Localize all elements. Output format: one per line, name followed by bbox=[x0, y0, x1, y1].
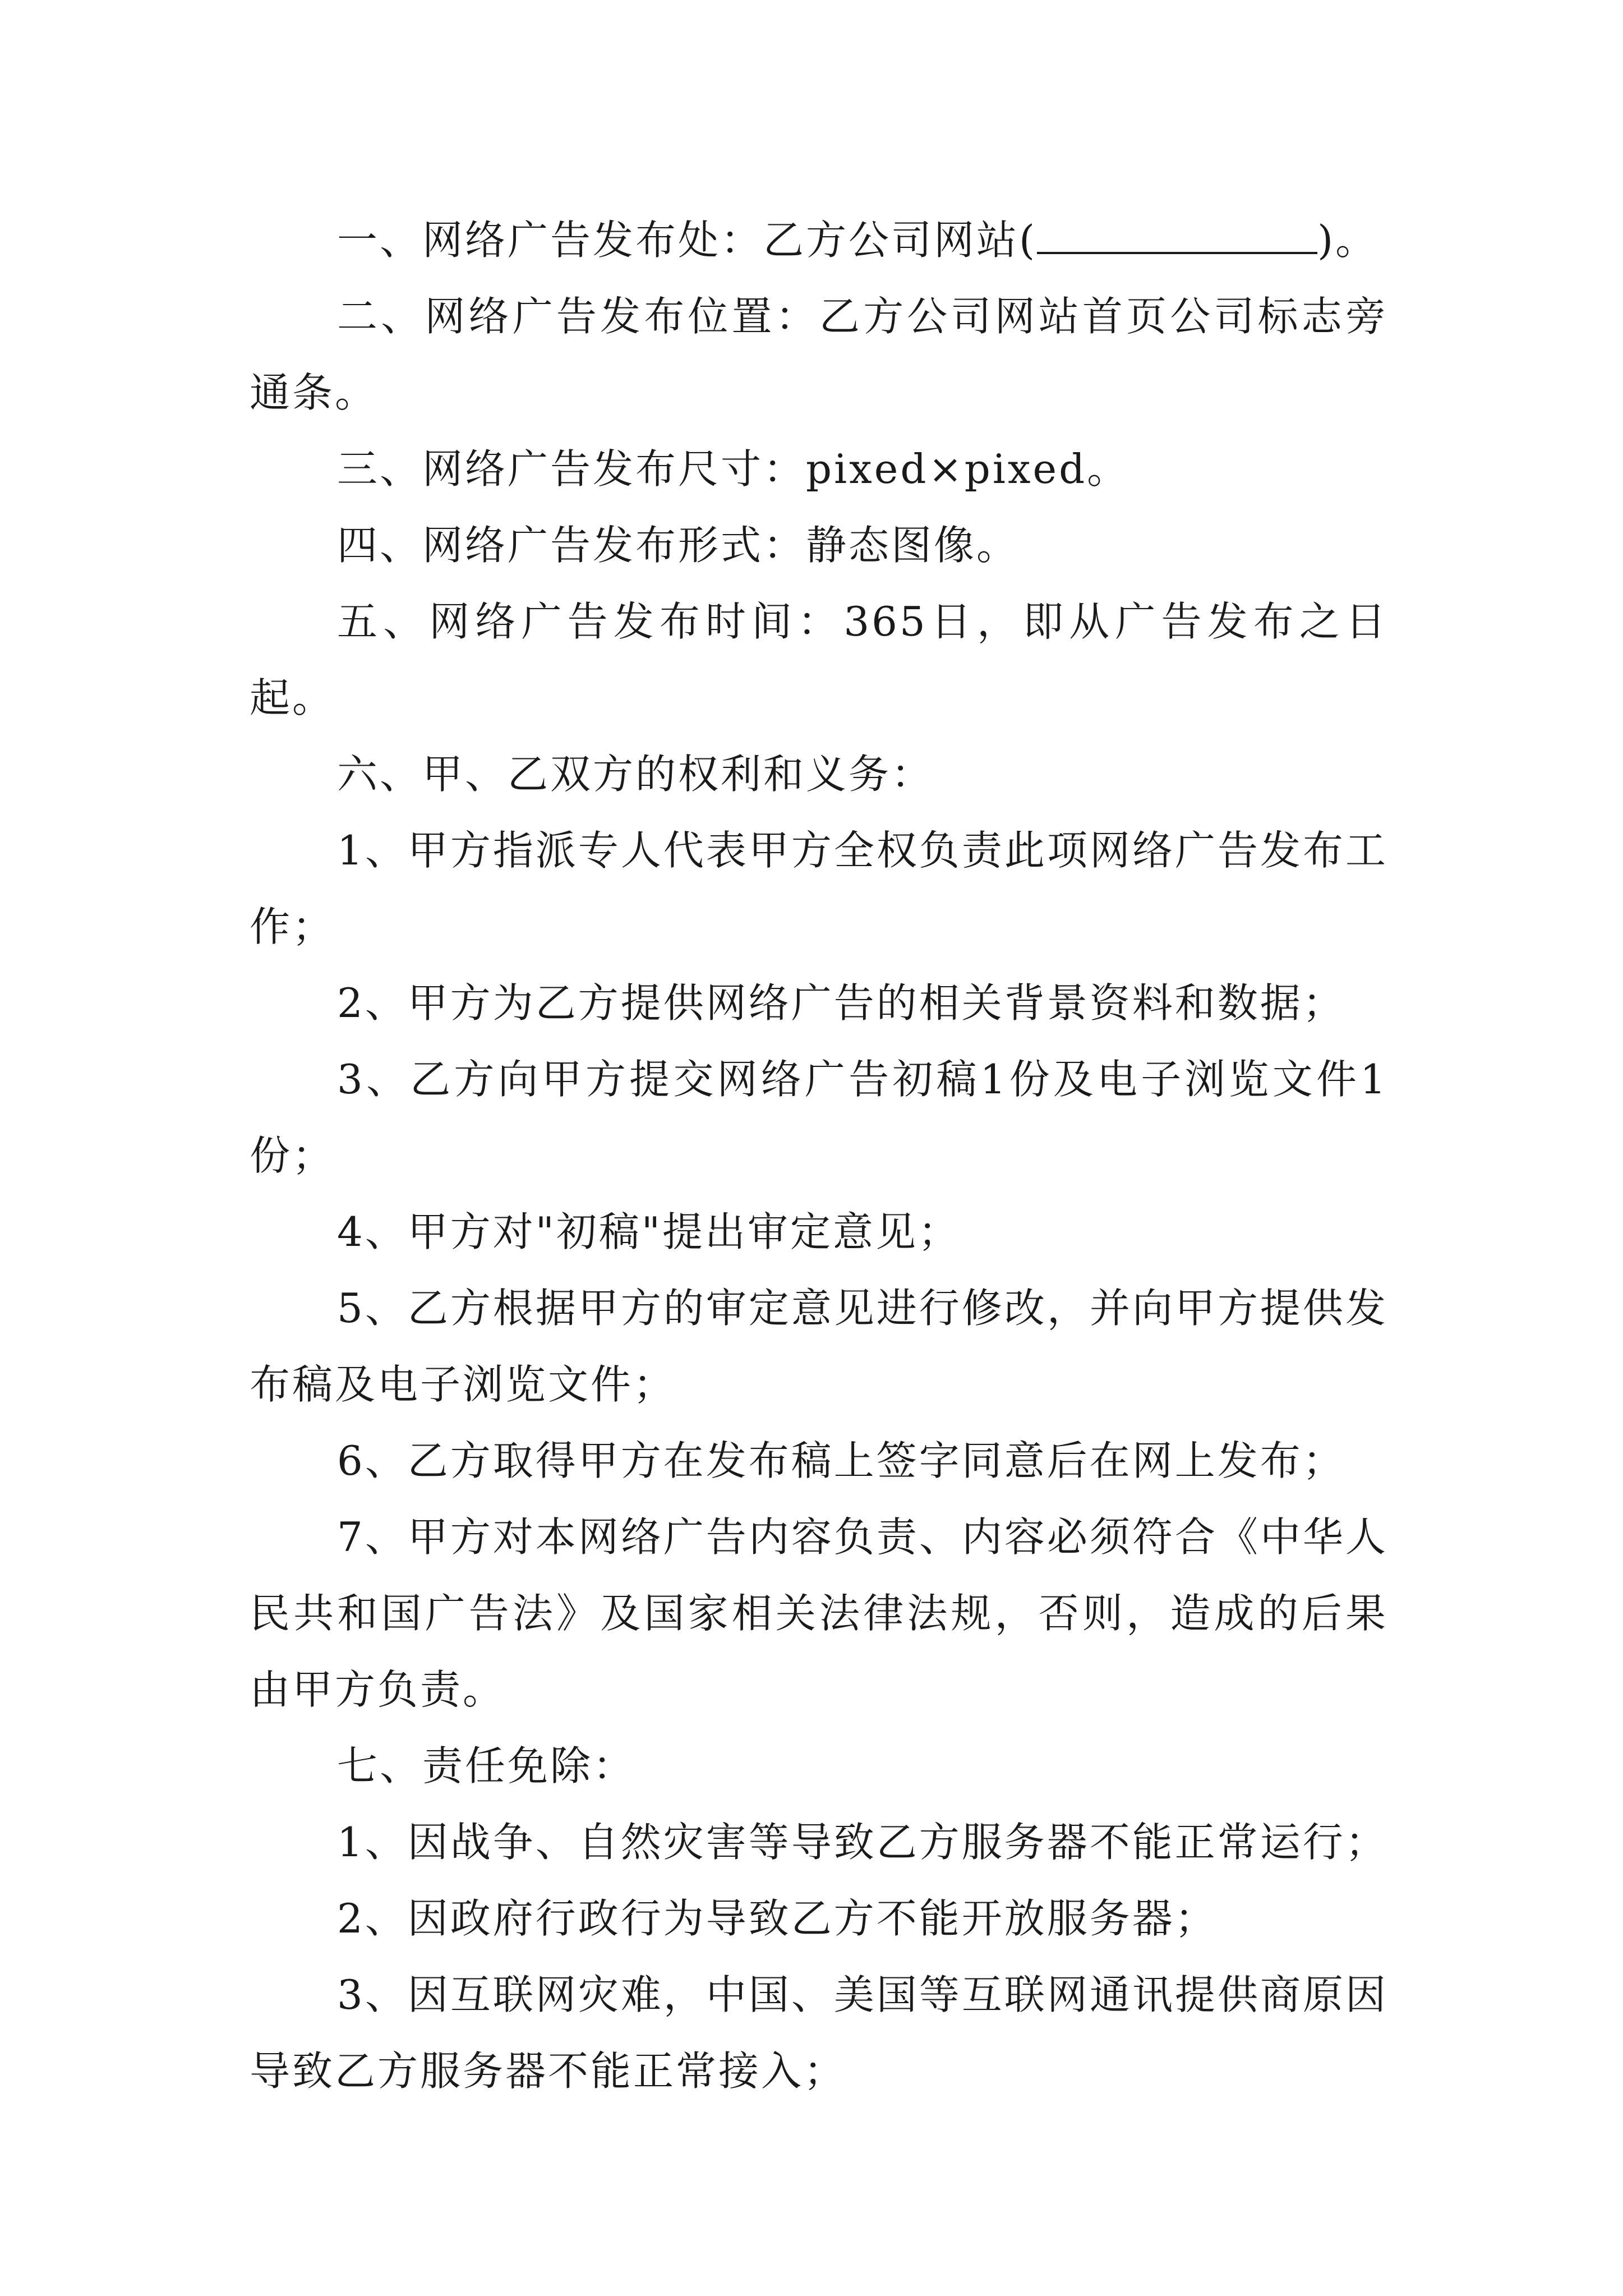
rights-item-4: 4、甲方对"初稿"提出审定意见； bbox=[337, 1208, 961, 1255]
website-blank-field bbox=[1037, 217, 1317, 254]
section-exemption-heading: 七、责任免除： bbox=[337, 1742, 636, 1789]
clause-ad-location-end: )。 bbox=[1317, 217, 1378, 264]
rights-item-5: 5、乙方根据甲方的审定意见进行修改，并向甲方提供发布稿及电子浏览文件； bbox=[250, 1285, 1388, 1408]
clause-ad-form: 四、网络广告发布形式：静态图像。 bbox=[337, 522, 1020, 569]
rights-item-1: 1、甲方指派专人代表甲方全权负责此项网络广告发布工作； bbox=[250, 827, 1388, 950]
clause-ad-duration: 五、网络广告发布时间：365日，即从广告发布之日起。 bbox=[250, 598, 1388, 721]
clause-ad-size: 三、网络广告发布尺寸：pixed×pixed。 bbox=[337, 445, 1130, 493]
clause-ad-location bbox=[250, 202, 1388, 278]
rights-item-3: 3、乙方向甲方提交网络广告初稿1份及电子浏览文件1份； bbox=[250, 1056, 1388, 1179]
rights-item-6: 6、乙方取得甲方在发布稿上签字同意后在网上发布； bbox=[337, 1437, 1345, 1484]
clause-ad-location-text: 一、网络广告发布处：乙方公司网站( bbox=[337, 217, 1038, 264]
rights-item-2: 2、甲方为乙方提供网络广告的相关背景资料和数据； bbox=[337, 979, 1345, 1027]
section-rights-heading: 六、甲、乙双方的权利和义务： bbox=[337, 751, 934, 798]
exemption-item-2: 2、因政府行政行为导致乙方不能开放服务器； bbox=[337, 1895, 1218, 1942]
document-body bbox=[250, 202, 1388, 2109]
clause-ad-position: 二、网络广告发布位置：乙方公司网站首页公司标志旁通条。 bbox=[250, 293, 1388, 416]
exemption-item-1: 1、因战争、自然灾害等导致乙方服务器不能正常运行； bbox=[337, 1819, 1388, 1866]
exemption-item-3: 3、因互联网灾难，中国、美国等互联网通讯提供商原因导致乙方服务器不能正常接入； bbox=[250, 1971, 1388, 2095]
rights-item-7: 7、甲方对本网络广告内容负责、内容必须符合《中华人民共和国广告法》及国家相关法律法规，否则，造成的后果由甲方负责。 bbox=[250, 1513, 1388, 1713]
